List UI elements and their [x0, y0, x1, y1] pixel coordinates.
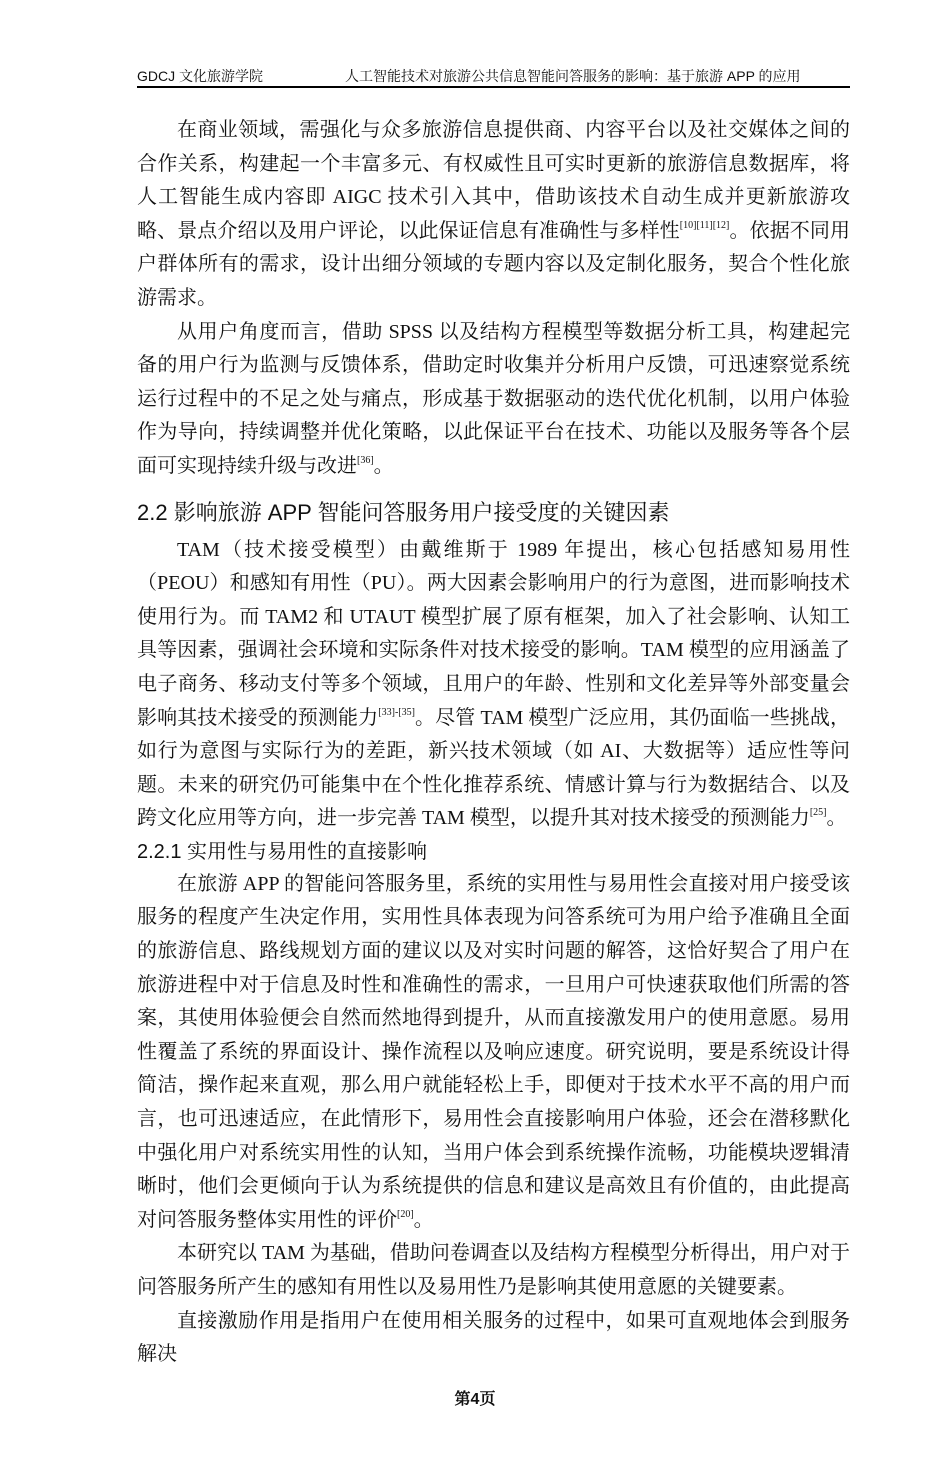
citation: [10][11][12]	[679, 219, 730, 231]
paragraph-commercial	[137, 114, 850, 316]
page-header	[137, 0, 850, 86]
text: 在旅游 APP 的智能问答服务里，系统的实用性与易用性会直接对用户接受该服务的程度产生决定作用，实用性具体表现为问答系统可为用户给予准确且全面的旅游信息、路线规划方面的建议以及对实时问题的解答，这恰好契合了用户在旅游进程中对于信息及时性和准确性的需求，一旦用户可快速获取他们所需的答案，其使用体验便会自然而然地得到提升，从而直接激发用户的使用意愿。易用性覆盖了系统的界面设计、操作流程以及响应速度。研究说明，要是系统设计得简洁，操作起来直观，那么用户就能轻松上手，即便对于技术水平不高的用户而言，也可迅速适应，在此情形下，易用性会直接影响用户体验，还会在潜移默化中强化用户对系统实用性的认知，当用户体会到系统操作流畅，功能模块逻辑清晰时，他们会更倾向于认为系统提供的信息和建议是高效且有价值的，由此提高对问答服务整体实用性的评价	[137, 872, 850, 1231]
paragraph-tam	[137, 534, 850, 836]
section-heading: 2.2 影响旅游 APP 智能问答服务用户接受度的关键因素	[137, 499, 670, 525]
citation: [36]	[357, 454, 374, 466]
paragraph-incentive: 直接激励作用是指用户在使用相关服务的过程中，如果可直观地体会到服务解决	[137, 1309, 850, 1366]
page-number: 第4页	[454, 1390, 496, 1408]
header-title: 人工智能技术对旅游公共信息智能问答服务的影响：基于旅游 APP 的应用	[345, 68, 801, 84]
text: 。	[373, 454, 394, 477]
page-body	[137, 88, 850, 1372]
paragraph-study: 本研究以 TAM 为基础，借助问卷调查以及结构方程模型分析得出，用户对于问答服务所产生的感知有用性以及易用性乃是影响其使用意愿的关键要素。	[137, 1242, 850, 1298]
text: 。依据不同用户群体所有的需求，设计出细分领域的专题内容以及定制化服务，契合个性化旅游需求。	[137, 219, 851, 309]
text: 从用户角度而言，借助 SPSS 以及结构方程模型等数据分析工具，构建起完备的用户行为监测与反馈体系，借助定时收集并分析用户反馈，可迅速察觉系统运行过程中的不足之处与痛点，形成基于数据驱动的迭代优化机制，以用户体验作为导向，持续调整并优化策略，以此保证平台在技术、功能以及服务等各个层面可实现持续升级与改进	[137, 320, 850, 477]
text: 在商业领域，需强化与众多旅游信息提供商、内容平台以及社交媒体之间的合作关系，构建起一个丰富多元、有权威性且可实时更新的旅游信息数据库，将人工智能生成内容即 AIGC 技术引入其中，借助该技术自动生成并更新旅游攻略、景点介绍以及用户评论，以此保证信息有准确性与多样性	[137, 119, 850, 242]
header-institution: GDCJ 文化旅游学院	[137, 68, 263, 84]
citation: [20]	[397, 1208, 414, 1220]
text: 。尽管 TAM 模型广泛应用，其仍面临一些挑战，如行为意图与实际行为的差距，新兴技术领域（如 AI、大数据等）适应性等问题。未来的研究仍可能集中在个性化推荐系统、情感计算与行为数据结合、以及跨文化应用等方向，进一步完善 TAM 模型，以提升其对技术接受的预测能力	[137, 706, 851, 830]
subsection-heading: 2.2.1 实用性与易用性的直接影响	[137, 840, 428, 863]
paragraph-usefulness	[137, 868, 850, 1238]
text: TAM（技术接受模型）由戴维斯于 1989 年提出，核心包括感知易用性（PEOU）和感知有用性（PU）。两大因素会影响用户的行为意图，进而影响技术使用行为。而 TAM2 和 UTAUT 模型扩展了原有框架，加入了社会影响、认知工具等因素，强调社会环境和实际条件对技术接受的影响。TAM 模型的应用涵盖了电子商务、移动支付等多个领域，且用户的年龄、性别和文化差异等外部变量会影响其技术接受的预测能力	[137, 538, 850, 729]
citation: [25]	[809, 807, 827, 819]
text: 。	[826, 807, 847, 830]
citation: [33]-[35]	[378, 706, 415, 718]
text: 。	[413, 1208, 434, 1231]
paragraph-user-perspective	[137, 316, 850, 484]
